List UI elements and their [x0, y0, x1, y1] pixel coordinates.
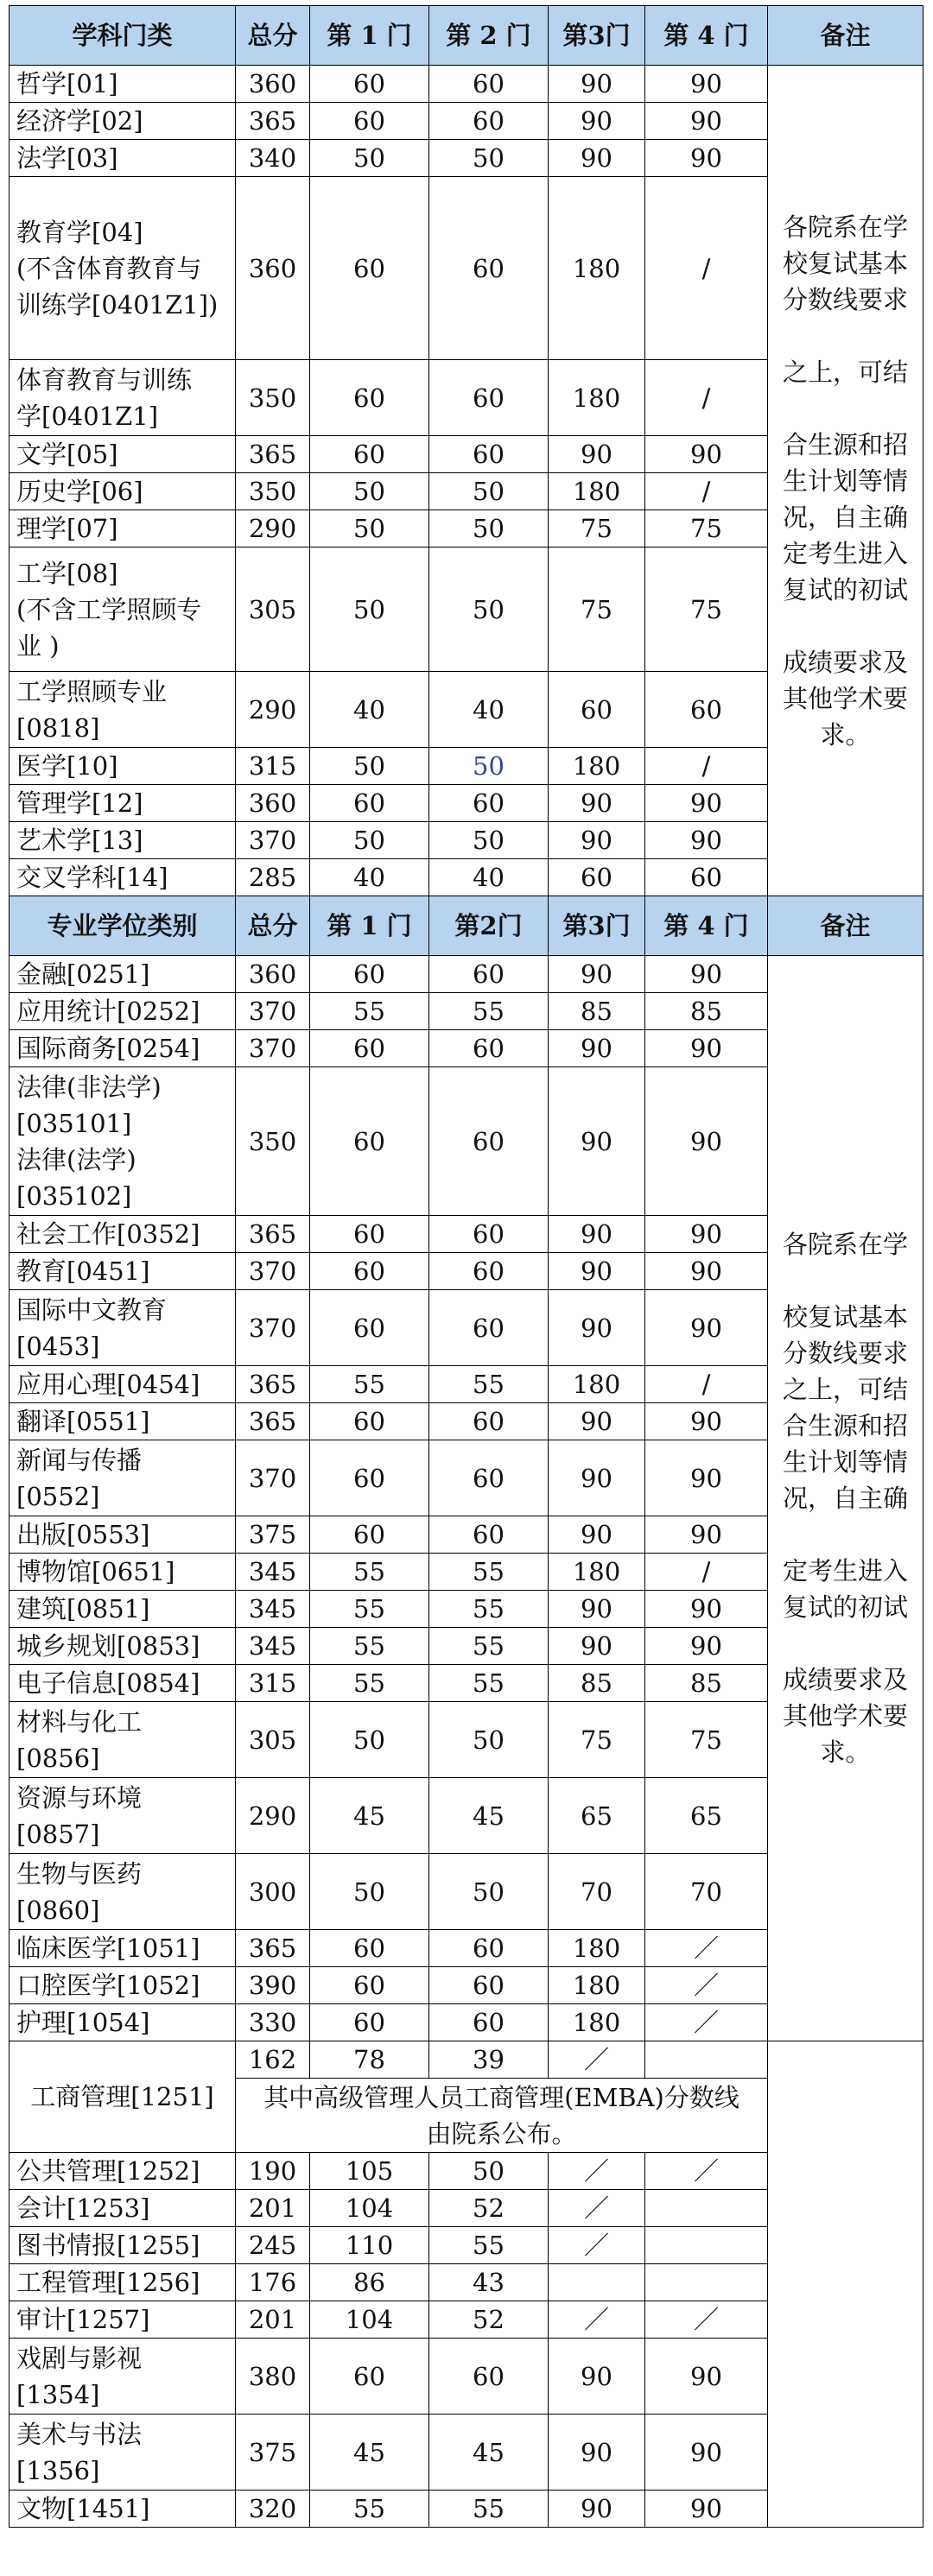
subject-3-score: 90: [549, 785, 645, 822]
subject-1-score: 55: [310, 1591, 429, 1628]
subject-1-score: 60: [310, 103, 429, 140]
subject-3-score: 90: [549, 436, 645, 473]
subject-2-score: 50: [429, 822, 549, 859]
total-score: 370: [236, 1440, 310, 1516]
subject-2-score: 60: [429, 1290, 549, 1366]
subject-3-score: 90: [549, 1628, 645, 1665]
subject-2-score: 60: [429, 1030, 549, 1067]
subject-4-score: 90: [645, 1067, 768, 1216]
subject-1-score: 45: [310, 2415, 429, 2491]
subject-4-score: 90: [645, 1253, 768, 1290]
subject-name: 新闻与传播 [0552]: [10, 1440, 236, 1516]
subject-4-score: /: [645, 473, 768, 510]
subject-4-score: 90: [645, 1403, 768, 1440]
subject-3-score: 90: [549, 1516, 645, 1554]
subject-2-score: 52: [429, 2190, 549, 2227]
subject-name: 法律(非法学) [035101] 法律(法学) [035102]: [10, 1067, 236, 1216]
subject-2-score: 39: [429, 2041, 549, 2079]
subject-name: 社会工作[0352]: [10, 1216, 236, 1253]
subject-name: 材料与化工 [0856]: [10, 1702, 236, 1778]
total-score: 305: [236, 547, 310, 672]
subject-2-score: 60: [429, 1516, 549, 1554]
subject-name: 理学[07]: [10, 510, 236, 547]
total-score: 320: [236, 2491, 310, 2528]
subject-1-score: 45: [310, 1778, 429, 1854]
subject-3-score: 90: [549, 822, 645, 859]
subject-name: 生物与医药 [0860]: [10, 1854, 236, 1930]
subject-1-score: 60: [310, 360, 429, 436]
subject-1-score: 60: [310, 1067, 429, 1216]
subject-name: 体育教育与训练 学[0401Z1]: [10, 360, 236, 436]
subject-2-score: 50: [429, 1702, 549, 1778]
subject-3-score: 85: [549, 1665, 645, 1702]
subject-1-score: 60: [310, 956, 429, 993]
section2-note: 各院系在学 校复试基本 分数线要求 之上，可结 合生源和招 生计划等情 况，自主确 定考生进入 复试的初试 成绩要求及 其他学术要 求。: [768, 956, 923, 2041]
subject-2-score: 60: [429, 1067, 549, 1216]
total-score: 245: [236, 2227, 310, 2264]
column-header-subject-2: 第2门: [429, 896, 549, 956]
subject-name: 文物[1451]: [10, 2491, 236, 2528]
subject-2-score: 50: [429, 547, 549, 672]
subject-2-score: 50: [429, 140, 549, 177]
total-score: 365: [236, 103, 310, 140]
subject-1-score: 55: [310, 1665, 429, 1702]
subject-2-score: 60: [429, 2004, 549, 2041]
subject-name: 历史学[06]: [10, 473, 236, 510]
subject-name: 图书情报[1255]: [10, 2227, 236, 2264]
subject-2-score: 60: [429, 66, 549, 103]
total-score: 176: [236, 2264, 310, 2301]
subject-1-score: 104: [310, 2301, 429, 2339]
subject-1-score: 60: [310, 785, 429, 822]
subject-4-score: 90: [645, 1516, 768, 1554]
subject-3-score: 90: [549, 2415, 645, 2491]
total-score: 345: [236, 1591, 310, 1628]
subject-4-score: 90: [645, 103, 768, 140]
subject-2-score: 52: [429, 2301, 549, 2339]
subject-3-score: 75: [549, 510, 645, 547]
section2-header-row: [10, 896, 923, 956]
subject-1-score: 60: [310, 1216, 429, 1253]
subject-1-score: 60: [310, 1290, 429, 1366]
total-score: 345: [236, 1628, 310, 1665]
total-score: 350: [236, 360, 310, 436]
section1-note: 各院系在学 校复试基本 分数线要求 之上，可结 合生源和招 生计划等情 况，自主确 定考生进入 复试的初试 成绩要求及 其他学术要 求。: [768, 66, 923, 896]
section1-header-row: [10, 6, 923, 66]
subject-3-score: 180: [549, 1930, 645, 1967]
subject-4-score: 90: [645, 1440, 768, 1516]
column-header-subject-1: 第 1 门: [310, 6, 429, 66]
subject-name: 临床医学[1051]: [10, 1930, 236, 1967]
total-score: 305: [236, 1702, 310, 1778]
subject-4-score: 65: [645, 1778, 768, 1854]
subject-name: 工学[08] (不含工学照顾专 业 ): [10, 547, 236, 672]
subject-4-score: ／: [645, 2153, 768, 2190]
subject-name: 工商管理[1251]: [10, 2041, 236, 2153]
subject-2-score: 60: [429, 956, 549, 993]
subject-4-score: [645, 2190, 768, 2227]
total-score: 330: [236, 2004, 310, 2041]
subject-3-score: 90: [549, 1216, 645, 1253]
total-score: 365: [236, 1216, 310, 1253]
subject-name: 国际商务[0254]: [10, 1030, 236, 1067]
subject-3-score: 90: [549, 1253, 645, 1290]
subject-4-score: 90: [645, 140, 768, 177]
subject-3-score: 180: [549, 360, 645, 436]
subject-4-score: [645, 2041, 768, 2079]
subject-name: 城乡规划[0853]: [10, 1628, 236, 1665]
total-score: 300: [236, 1854, 310, 1930]
table-row: [10, 66, 923, 103]
subject-name: 工学照顾专业 [0818]: [10, 672, 236, 748]
subject-name: 应用统计[0252]: [10, 993, 236, 1030]
total-score: 380: [236, 2339, 310, 2415]
section2-note-continued: [768, 2041, 923, 2528]
total-score: 370: [236, 1030, 310, 1067]
subject-1-score: 60: [310, 2339, 429, 2415]
subject-1-score: 110: [310, 2227, 429, 2264]
subject-name: 国际中文教育 [0453]: [10, 1290, 236, 1366]
subject-4-score: 90: [645, 1628, 768, 1665]
subject-3-score: 90: [549, 1067, 645, 1216]
subject-2-score: 60: [429, 436, 549, 473]
subject-2-score: 55: [429, 2491, 549, 2528]
subject-1-score: 104: [310, 2190, 429, 2227]
subject-2-score: 50: [429, 748, 549, 785]
subject-2-score: 40: [429, 672, 549, 748]
subject-4-score: /: [645, 1366, 768, 1403]
total-score: 345: [236, 1554, 310, 1591]
subject-2-score: 55: [429, 993, 549, 1030]
subject-4-score: /: [645, 748, 768, 785]
subject-3-score: 85: [549, 993, 645, 1030]
subject-name: 翻译[0551]: [10, 1403, 236, 1440]
subject-1-score: 60: [310, 2004, 429, 2041]
total-score: 375: [236, 1516, 310, 1554]
subject-4-score: 75: [645, 1702, 768, 1778]
total-score: 370: [236, 822, 310, 859]
total-score: 365: [236, 436, 310, 473]
total-score: 290: [236, 672, 310, 748]
subject-3-score: 75: [549, 547, 645, 672]
subject-1-score: 60: [310, 1253, 429, 1290]
total-score: 370: [236, 993, 310, 1030]
subject-2-score: 60: [429, 1440, 549, 1516]
total-score: 290: [236, 510, 310, 547]
subject-name: 资源与环境 [0857]: [10, 1778, 236, 1854]
subject-4-score: 90: [645, 436, 768, 473]
subject-name: 公共管理[1252]: [10, 2153, 236, 2190]
subject-4-score: 75: [645, 547, 768, 672]
subject-name: 医学[10]: [10, 748, 236, 785]
subject-name: 博物馆[0651]: [10, 1554, 236, 1591]
subject-name: 教育[0451]: [10, 1253, 236, 1290]
subject-2-score: 60: [429, 1216, 549, 1253]
subject-2-score: 45: [429, 1778, 549, 1854]
subject-2-score: 55: [429, 1628, 549, 1665]
subject-name: 护理[1054]: [10, 2004, 236, 2041]
subject-name: 法学[03]: [10, 140, 236, 177]
subject-name: 管理学[12]: [10, 785, 236, 822]
subject-3-score: 70: [549, 1854, 645, 1930]
subject-1-score: 55: [310, 1366, 429, 1403]
subject-3-score: 180: [549, 177, 645, 360]
subject-2-score: 60: [429, 1930, 549, 1967]
subject-3-score: 180: [549, 1366, 645, 1403]
total-score: 365: [236, 1403, 310, 1440]
emba-note: 其中高级管理人员工商管理(EMBA)分数线 由院系公布。: [236, 2079, 768, 2153]
subject-1-score: 50: [310, 748, 429, 785]
column-header-name: 学科门类: [10, 6, 236, 66]
subject-2-score: 60: [429, 1403, 549, 1440]
column-header-note: 备注: [768, 896, 923, 956]
subject-4-score: ／: [645, 1967, 768, 2004]
subject-4-score: 90: [645, 1030, 768, 1067]
subject-1-score: 55: [310, 993, 429, 1030]
total-score: 360: [236, 66, 310, 103]
subject-1-score: 50: [310, 510, 429, 547]
subject-name: 经济学[02]: [10, 103, 236, 140]
subject-3-score: 90: [549, 1440, 645, 1516]
score-table: [9, 5, 923, 2528]
column-header-subject-2: 第 2 门: [429, 6, 549, 66]
subject-4-score: 90: [645, 1216, 768, 1253]
subject-1-score: 86: [310, 2264, 429, 2301]
subject-3-score: ／: [549, 2190, 645, 2227]
subject-2-score: 40: [429, 859, 549, 896]
subject-2-score: 50: [429, 2153, 549, 2190]
subject-1-score: 60: [310, 1403, 429, 1440]
subject-4-score: ／: [645, 1930, 768, 1967]
total-score: 201: [236, 2190, 310, 2227]
subject-name: 戏剧与影视 [1354]: [10, 2339, 236, 2415]
subject-3-score: 180: [549, 1967, 645, 2004]
subject-3-score: ／: [549, 2227, 645, 2264]
subject-2-score: 60: [429, 1967, 549, 2004]
subject-2-score: 55: [429, 1366, 549, 1403]
subject-4-score: 90: [645, 785, 768, 822]
column-header-subject-1: 第 1 门: [310, 896, 429, 956]
subject-name: 口腔医学[1052]: [10, 1967, 236, 2004]
subject-1-score: 60: [310, 177, 429, 360]
subject-3-score: 180: [549, 1554, 645, 1591]
subject-name: 电子信息[0854]: [10, 1665, 236, 1702]
subject-4-score: 90: [645, 2415, 768, 2491]
subject-4-score: [645, 2264, 768, 2301]
subject-4-score: 90: [645, 956, 768, 993]
subject-3-score: 90: [549, 2339, 645, 2415]
subject-3-score: 90: [549, 2491, 645, 2528]
subject-2-score: 43: [429, 2264, 549, 2301]
subject-1-score: 50: [310, 822, 429, 859]
subject-name: 哲学[01]: [10, 66, 236, 103]
total-score: 350: [236, 473, 310, 510]
column-header-subject-3: 第3门: [549, 6, 645, 66]
subject-3-score: 60: [549, 859, 645, 896]
subject-1-score: 50: [310, 1702, 429, 1778]
total-score: 375: [236, 2415, 310, 2491]
subject-name: 工程管理[1256]: [10, 2264, 236, 2301]
total-score: 360: [236, 956, 310, 993]
subject-4-score: ／: [645, 2301, 768, 2339]
subject-4-score: 75: [645, 510, 768, 547]
subject-4-score: 90: [645, 1591, 768, 1628]
subject-4-score: /: [645, 1554, 768, 1591]
total-score: 290: [236, 1778, 310, 1854]
subject-1-score: 60: [310, 66, 429, 103]
subject-2-score: 50: [429, 1854, 549, 1930]
subject-2-score: 60: [429, 2339, 549, 2415]
subject-2-score: 50: [429, 510, 549, 547]
total-score: 201: [236, 2301, 310, 2339]
subject-1-score: 60: [310, 1930, 429, 1967]
subject-2-score: 55: [429, 1554, 549, 1591]
subject-4-score: 90: [645, 1290, 768, 1366]
subject-3-score: 90: [549, 1030, 645, 1067]
subject-1-score: 55: [310, 1628, 429, 1665]
total-score: 315: [236, 748, 310, 785]
subject-4-score: 90: [645, 2339, 768, 2415]
subject-4-score: 90: [645, 66, 768, 103]
total-score: 162: [236, 2041, 310, 2079]
total-score: 360: [236, 785, 310, 822]
total-score: 360: [236, 177, 310, 360]
subject-name: 文学[05]: [10, 436, 236, 473]
subject-1-score: 40: [310, 672, 429, 748]
subject-3-score: [549, 2264, 645, 2301]
subject-1-score: 60: [310, 1967, 429, 2004]
subject-4-score: 90: [645, 2491, 768, 2528]
subject-name: 艺术学[13]: [10, 822, 236, 859]
subject-name: 教育学[04] (不含体育教育与 训练学[0401Z1]): [10, 177, 236, 360]
subject-2-score: 60: [429, 785, 549, 822]
column-header-name: 专业学位类别: [10, 896, 236, 956]
subject-name: 会计[1253]: [10, 2190, 236, 2227]
subject-1-score: 78: [310, 2041, 429, 2079]
subject-1-score: 60: [310, 1516, 429, 1554]
column-header-subject-3: 第3门: [549, 896, 645, 956]
subject-name: 审计[1257]: [10, 2301, 236, 2339]
subject-name: 出版[0553]: [10, 1516, 236, 1554]
subject-4-score: [645, 2227, 768, 2264]
total-score: 370: [236, 1290, 310, 1366]
subject-4-score: 90: [645, 822, 768, 859]
table-row: [10, 2041, 923, 2079]
subject-4-score: 85: [645, 1665, 768, 1702]
total-score: 390: [236, 1967, 310, 2004]
table-row: [10, 956, 923, 993]
subject-2-score: 55: [429, 1591, 549, 1628]
subject-3-score: 65: [549, 1778, 645, 1854]
column-header-total: 总分: [236, 896, 310, 956]
subject-1-score: 50: [310, 547, 429, 672]
subject-1-score: 60: [310, 436, 429, 473]
subject-3-score: 90: [549, 1591, 645, 1628]
subject-1-score: 50: [310, 473, 429, 510]
subject-1-score: 50: [310, 140, 429, 177]
subject-name: 金融[0251]: [10, 956, 236, 993]
subject-4-score: 70: [645, 1854, 768, 1930]
subject-3-score: 180: [549, 473, 645, 510]
subject-2-score: 45: [429, 2415, 549, 2491]
subject-name: 应用心理[0454]: [10, 1366, 236, 1403]
subject-2-score: 50: [429, 473, 549, 510]
subject-1-score: 40: [310, 859, 429, 896]
subject-name: 建筑[0851]: [10, 1591, 236, 1628]
subject-3-score: 90: [549, 956, 645, 993]
subject-4-score: /: [645, 360, 768, 436]
subject-2-score: 60: [429, 103, 549, 140]
subject-2-score: 60: [429, 1253, 549, 1290]
total-score: 365: [236, 1366, 310, 1403]
total-score: 350: [236, 1067, 310, 1216]
total-score: 315: [236, 1665, 310, 1702]
subject-1-score: 60: [310, 1440, 429, 1516]
subject-3-score: 180: [549, 2004, 645, 2041]
subject-1-score: 50: [310, 1854, 429, 1930]
total-score: 340: [236, 140, 310, 177]
subject-3-score: 60: [549, 672, 645, 748]
subject-3-score: 90: [549, 1403, 645, 1440]
subject-4-score: 85: [645, 993, 768, 1030]
subject-4-score: /: [645, 177, 768, 360]
subject-2-score: 60: [429, 177, 549, 360]
column-header-subject-4: 第 4 门: [645, 6, 768, 66]
subject-3-score: 180: [549, 748, 645, 785]
subject-3-score: ／: [549, 2041, 645, 2079]
subject-name: 美术与书法 [1356]: [10, 2415, 236, 2491]
subject-2-score: 55: [429, 2227, 549, 2264]
subject-3-score: ／: [549, 2301, 645, 2339]
subject-3-score: 90: [549, 103, 645, 140]
column-header-note: 备注: [768, 6, 923, 66]
total-score: 370: [236, 1253, 310, 1290]
subject-1-score: 105: [310, 2153, 429, 2190]
subject-4-score: 60: [645, 859, 768, 896]
subject-4-score: ／: [645, 2004, 768, 2041]
subject-3-score: 90: [549, 140, 645, 177]
total-score: 365: [236, 1930, 310, 1967]
subject-4-score: 60: [645, 672, 768, 748]
subject-3-score: 90: [549, 66, 645, 103]
column-header-total: 总分: [236, 6, 310, 66]
subject-2-score: 60: [429, 360, 549, 436]
total-score: 190: [236, 2153, 310, 2190]
subject-1-score: 55: [310, 1554, 429, 1591]
subject-1-score: 55: [310, 2491, 429, 2528]
subject-name: 交叉学科[14]: [10, 859, 236, 896]
subject-2-score: 55: [429, 1665, 549, 1702]
subject-1-score: 60: [310, 1030, 429, 1067]
subject-3-score: 75: [549, 1702, 645, 1778]
subject-3-score: 90: [549, 1290, 645, 1366]
total-score: 285: [236, 859, 310, 896]
column-header-subject-4: 第 4 门: [645, 896, 768, 956]
subject-3-score: ／: [549, 2153, 645, 2190]
